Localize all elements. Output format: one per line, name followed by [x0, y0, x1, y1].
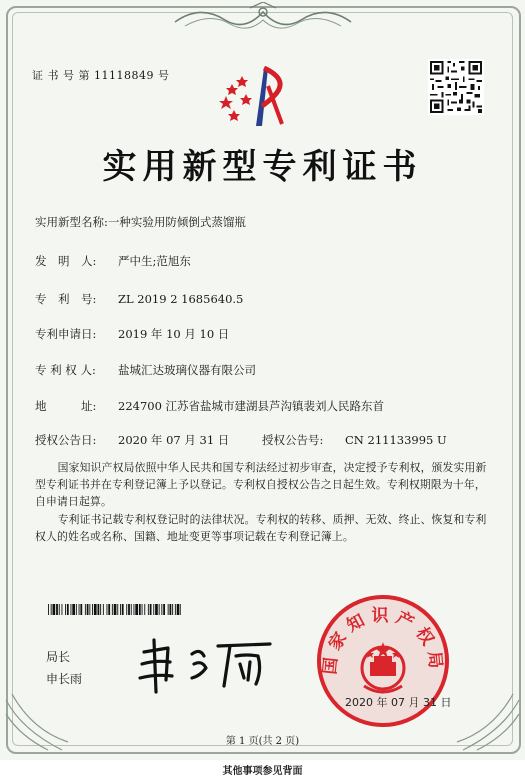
filing-date-label: 专利申请日: [35, 327, 97, 341]
grant-date-value: 2020 年 07 月 31 日 [118, 433, 230, 447]
grant-number-field [262, 432, 447, 448]
utility-name-label: 实用新型名称: [35, 215, 108, 229]
legal-status-paragraph: 专利证书记载专利权登记时的法律状况。专利权的转移、质押、无效、终止、恢复和专利权人的姓名或名称、国籍、地址变更等事项记载在专利登记簿上。 [35, 513, 487, 543]
patent-number-value: ZL 2019 2 1685640.5 [118, 292, 244, 306]
filing-date-value: 2019 年 10 月 10 日 [118, 327, 230, 341]
patent-number-label: 专 利 号: [35, 292, 97, 306]
certificate-number-suffix: 号 [158, 69, 170, 82]
utility-name-value: 一种实验用防倾倒式蒸馏瓶 [107, 215, 246, 229]
certificate-title: 实用新型专利证书 [102, 147, 423, 187]
page-indicator: 第 1 页(共 2 页) [225, 736, 300, 747]
footer-note: 其他事项参见背面 [222, 766, 303, 777]
director-name: 申长雨 [46, 672, 83, 686]
seal-date: 2020 年 07 月 31 日 [345, 696, 452, 709]
address-label: 地 址: [35, 399, 97, 413]
cnipa-emblem-icon [212, 66, 292, 128]
grant-statement-paragraph: 国家知识产权局依照中华人民共和国专利法经过初步审查，决定授予专利权，颁发实用新型专利证书并在专利登记簿上予以登记。专利权自授权公告之日起生效。专利权期限为十年，自申请日起算。 [35, 461, 487, 508]
certificate-number [32, 67, 170, 83]
certificate-number-value: 11118849 [94, 69, 154, 82]
qr-code-icon [428, 59, 484, 115]
inventor-value: 严中生;范旭东 [118, 254, 191, 268]
patentee-value: 盐城汇达玻璃仪器有限公司 [118, 363, 256, 377]
inventor-field [35, 253, 191, 269]
grant-number-label: 授权公告号: [262, 433, 324, 447]
inventor-label: 发 明 人: [35, 254, 97, 268]
grant-date-field [35, 432, 229, 448]
patentee-field [35, 362, 256, 378]
address-value: 224700 江苏省盐城市建湖县芦沟镇裴刘人民路东首 [118, 399, 385, 413]
patent-number-field [35, 291, 243, 307]
utility-name-field [35, 214, 246, 230]
signature-image [134, 634, 284, 696]
certificate-number-label: 证 书 号 第 [32, 69, 90, 82]
grant-number-value: CN 211133995 U [345, 433, 447, 447]
director-title: 局长 [46, 650, 71, 664]
top-ornament [170, 2, 356, 36]
official-seal-icon [312, 590, 454, 732]
filing-date-field [35, 326, 229, 342]
barcode-icon [48, 604, 181, 615]
address-field [35, 398, 384, 414]
patentee-label: 专 利 权 人: [35, 363, 96, 377]
grant-date-label: 授权公告日: [35, 433, 97, 447]
seal-text: 国家知识产权局 [320, 606, 446, 676]
